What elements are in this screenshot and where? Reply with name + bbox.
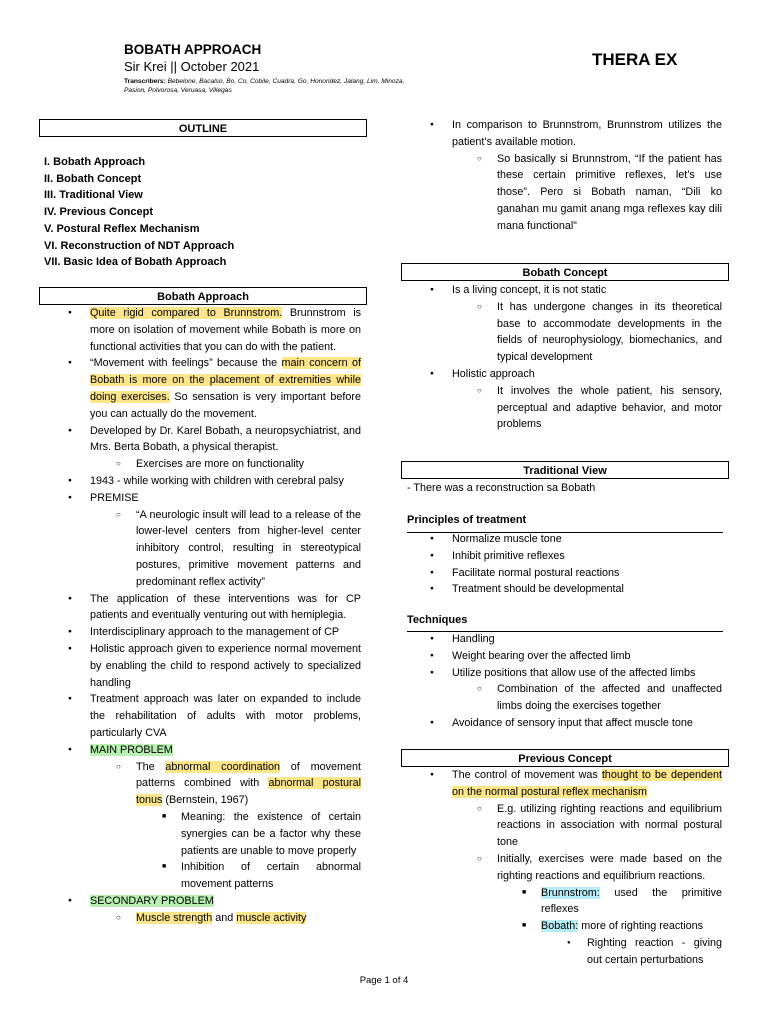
- principles-heading: Principles of treatment: [407, 514, 527, 526]
- text: The: [136, 760, 166, 773]
- list-item: ● In comparison to Brunnstrom, Brunnstrom utilizes the patient’s available motion.: [452, 117, 722, 151]
- list-item: ● Utilize positions that allow use of the affected limbs: [452, 665, 722, 682]
- sub-item: ○ It has undergone changes in its theoretical base to accommodate developments in the fields of neurophysiology, biomechanics, and typical development: [497, 299, 722, 366]
- outline-item: V. Postural Reflex Mechanism: [44, 222, 200, 235]
- outline-list: [44, 154, 234, 271]
- sub-item: ○ Exercises are more on functionality: [136, 456, 361, 473]
- list-item: ● PREMISE: [90, 490, 361, 507]
- outline-heading: OUTLINE: [39, 119, 367, 137]
- list-item: [452, 767, 722, 801]
- previous-concept-list: [452, 767, 722, 969]
- traditional-view-heading: Traditional View: [401, 461, 729, 479]
- techniques-heading: Techniques: [407, 614, 468, 626]
- list-item: ● Normalize muscle tone: [452, 531, 722, 548]
- sub-sub-sub-item: ● Righting reaction - giving out certain perturbations: [587, 935, 722, 969]
- transcribers-label: Transcribers:: [124, 78, 166, 85]
- text: of movement patterns combined with: [136, 760, 361, 790]
- highlight: muscle activity: [236, 911, 307, 924]
- sub-sub-item: [541, 918, 722, 935]
- list-item: [90, 305, 361, 355]
- document-subtitle: Sir Krei || October 2021: [124, 59, 260, 74]
- text: So sensation is very important before you can actually do the movement.: [90, 390, 361, 420]
- outline-item: III. Traditional View: [44, 189, 143, 202]
- sub-item: ○ Initially, exercises were made based on the righting reactions and equilibrium reactions.: [497, 851, 722, 885]
- text: (Bernstein, 1967): [162, 794, 249, 807]
- list-item: ● Holistic approach given to experience normal movement by enabling the child to respond actively to specialized handling: [90, 641, 361, 691]
- transcribers-names: Bebelone, Bacalso, Bo, Co, Cobile, Cuadra, Go, Honoridez, Jalang, Lim, Minoza, Pasion, Polvorosa, Veruasa, Villegas: [124, 78, 405, 94]
- document-title: BOBATH APPROACH: [124, 42, 262, 57]
- highlight: SECONDARY PROBLEM: [90, 894, 214, 907]
- list-item: ● Avoidance of sensory input that affect muscle tone: [452, 715, 722, 732]
- list-item: ● Interdisciplinary approach to the management of CP: [90, 624, 361, 641]
- techniques-list: [452, 631, 722, 732]
- sub-item: ○ So basically si Brunnstrom, “If the patient has these certain primitive reflexes, let’s use those”. Pero si Bobath naman, “Dili ko ganahan mu gamit anang mga reflexes kay dili mana functional”: [497, 151, 722, 235]
- list-item: [90, 742, 361, 759]
- previous-concept-heading: Previous Concept: [401, 749, 729, 767]
- list-item: ● Holistic approach: [452, 366, 722, 383]
- text: used the primitive reflexes: [541, 886, 722, 916]
- text: “Movement with feelings” because the: [90, 357, 282, 370]
- highlight: abnormal coordination: [165, 760, 281, 773]
- bobath-concept-list: [452, 282, 722, 433]
- highlight: MAIN PROBLEM: [90, 743, 173, 756]
- sub-sub-item: [541, 885, 722, 919]
- list-item: ● Weight bearing over the affected limb: [452, 648, 722, 665]
- sub-sub-item: ■ Meaning: the existence of certain synergies can be a factor why these patients are unable to move properly: [181, 809, 361, 859]
- list-item: ● Is a living concept, it is not static: [452, 282, 722, 299]
- highlight: abnormal postural tonus: [136, 777, 361, 807]
- text: The control of movement was: [452, 769, 602, 781]
- course-title: THERA EX: [592, 50, 678, 69]
- list-item: ● Treatment should be developmental: [452, 581, 722, 598]
- principles-list: [452, 531, 722, 598]
- list-item: ● The application of these interventions was for CP patients and eventually venturing out with hemiplegia.: [90, 591, 361, 625]
- sub-item: [136, 759, 361, 809]
- highlight: Quite rigid compared to Brunnstrom.: [90, 307, 283, 319]
- sub-sub-item: ■ Inhibition of certain abnormal movement patterns: [181, 859, 361, 893]
- sub-item: [136, 910, 361, 927]
- bobath-concept-heading: Bobath Concept: [401, 263, 729, 281]
- list-item: ● 1943 - while working with children with cerebral palsy: [90, 473, 361, 490]
- list-item: ● Facilitate normal postural reactions: [452, 565, 722, 582]
- list-item: ● Handling: [452, 631, 722, 648]
- highlight: Brunnstrom:: [541, 886, 600, 899]
- sub-item: ○ Combination of the affected and unaffected limbs doing the exercises together: [497, 681, 722, 715]
- traditional-view-text: - There was a reconstruction sa Bobath: [407, 482, 596, 494]
- highlight: Muscle strength: [136, 911, 213, 924]
- outline-item: VI. Reconstruction of NDT Approach: [44, 239, 235, 252]
- bobath-approach-heading: Bobath Approach: [39, 287, 367, 305]
- text: and: [212, 911, 237, 924]
- sub-item: ○ It involves the whole patient, his sensory, perceptual and adaptive behavior, and motor problems: [497, 383, 722, 433]
- highlight: Bobath:: [541, 920, 579, 933]
- page-number: Page 1 of 4: [359, 975, 409, 986]
- transcribers: [124, 77, 409, 95]
- sub-item: ○ “A neurologic insult will lead to a release of the lower-level centers from higher-level center inhibitory control, resulting in stereotypical postures, primitive movement patterns and predominant reflex activity”: [136, 507, 361, 591]
- list-item: ● Developed by Dr. Karel Bobath, a neuropsychiatrist, and Mrs. Berta Bobath, a physical therapist.: [90, 423, 361, 457]
- list-item: ● Treatment approach was later on expanded to include the rehabilitation of adults with motor problems, particularly CVA: [90, 691, 361, 741]
- list-item: [90, 893, 361, 910]
- outline-item: IV. Previous Concept: [44, 206, 154, 219]
- outline-item: VII. Basic Idea of Bobath Approach: [44, 256, 227, 269]
- list-item: [90, 355, 361, 422]
- right-intro: [452, 117, 722, 235]
- text: more of righting reactions: [578, 920, 704, 933]
- outline-item: I. Bobath Approach: [44, 156, 146, 168]
- highlight: main concern of Bobath is more on the placement of extremities while doing exercises.: [90, 357, 361, 403]
- outline-item: II. Bobath Concept: [44, 172, 142, 185]
- list-item: ● Inhibit primitive reflexes: [452, 548, 722, 565]
- left-column: [90, 305, 361, 926]
- text: Brunnstrom is more on isolation of movement while Bobath is more on functional activities that you can do with the patient.: [90, 307, 361, 353]
- highlight: thought to be dependent on the normal postural reflex mechanism: [452, 769, 722, 798]
- sub-item: ○ E.g. utilizing righting reactions and equilibrium reactions in association with normal postural tone: [497, 801, 722, 851]
